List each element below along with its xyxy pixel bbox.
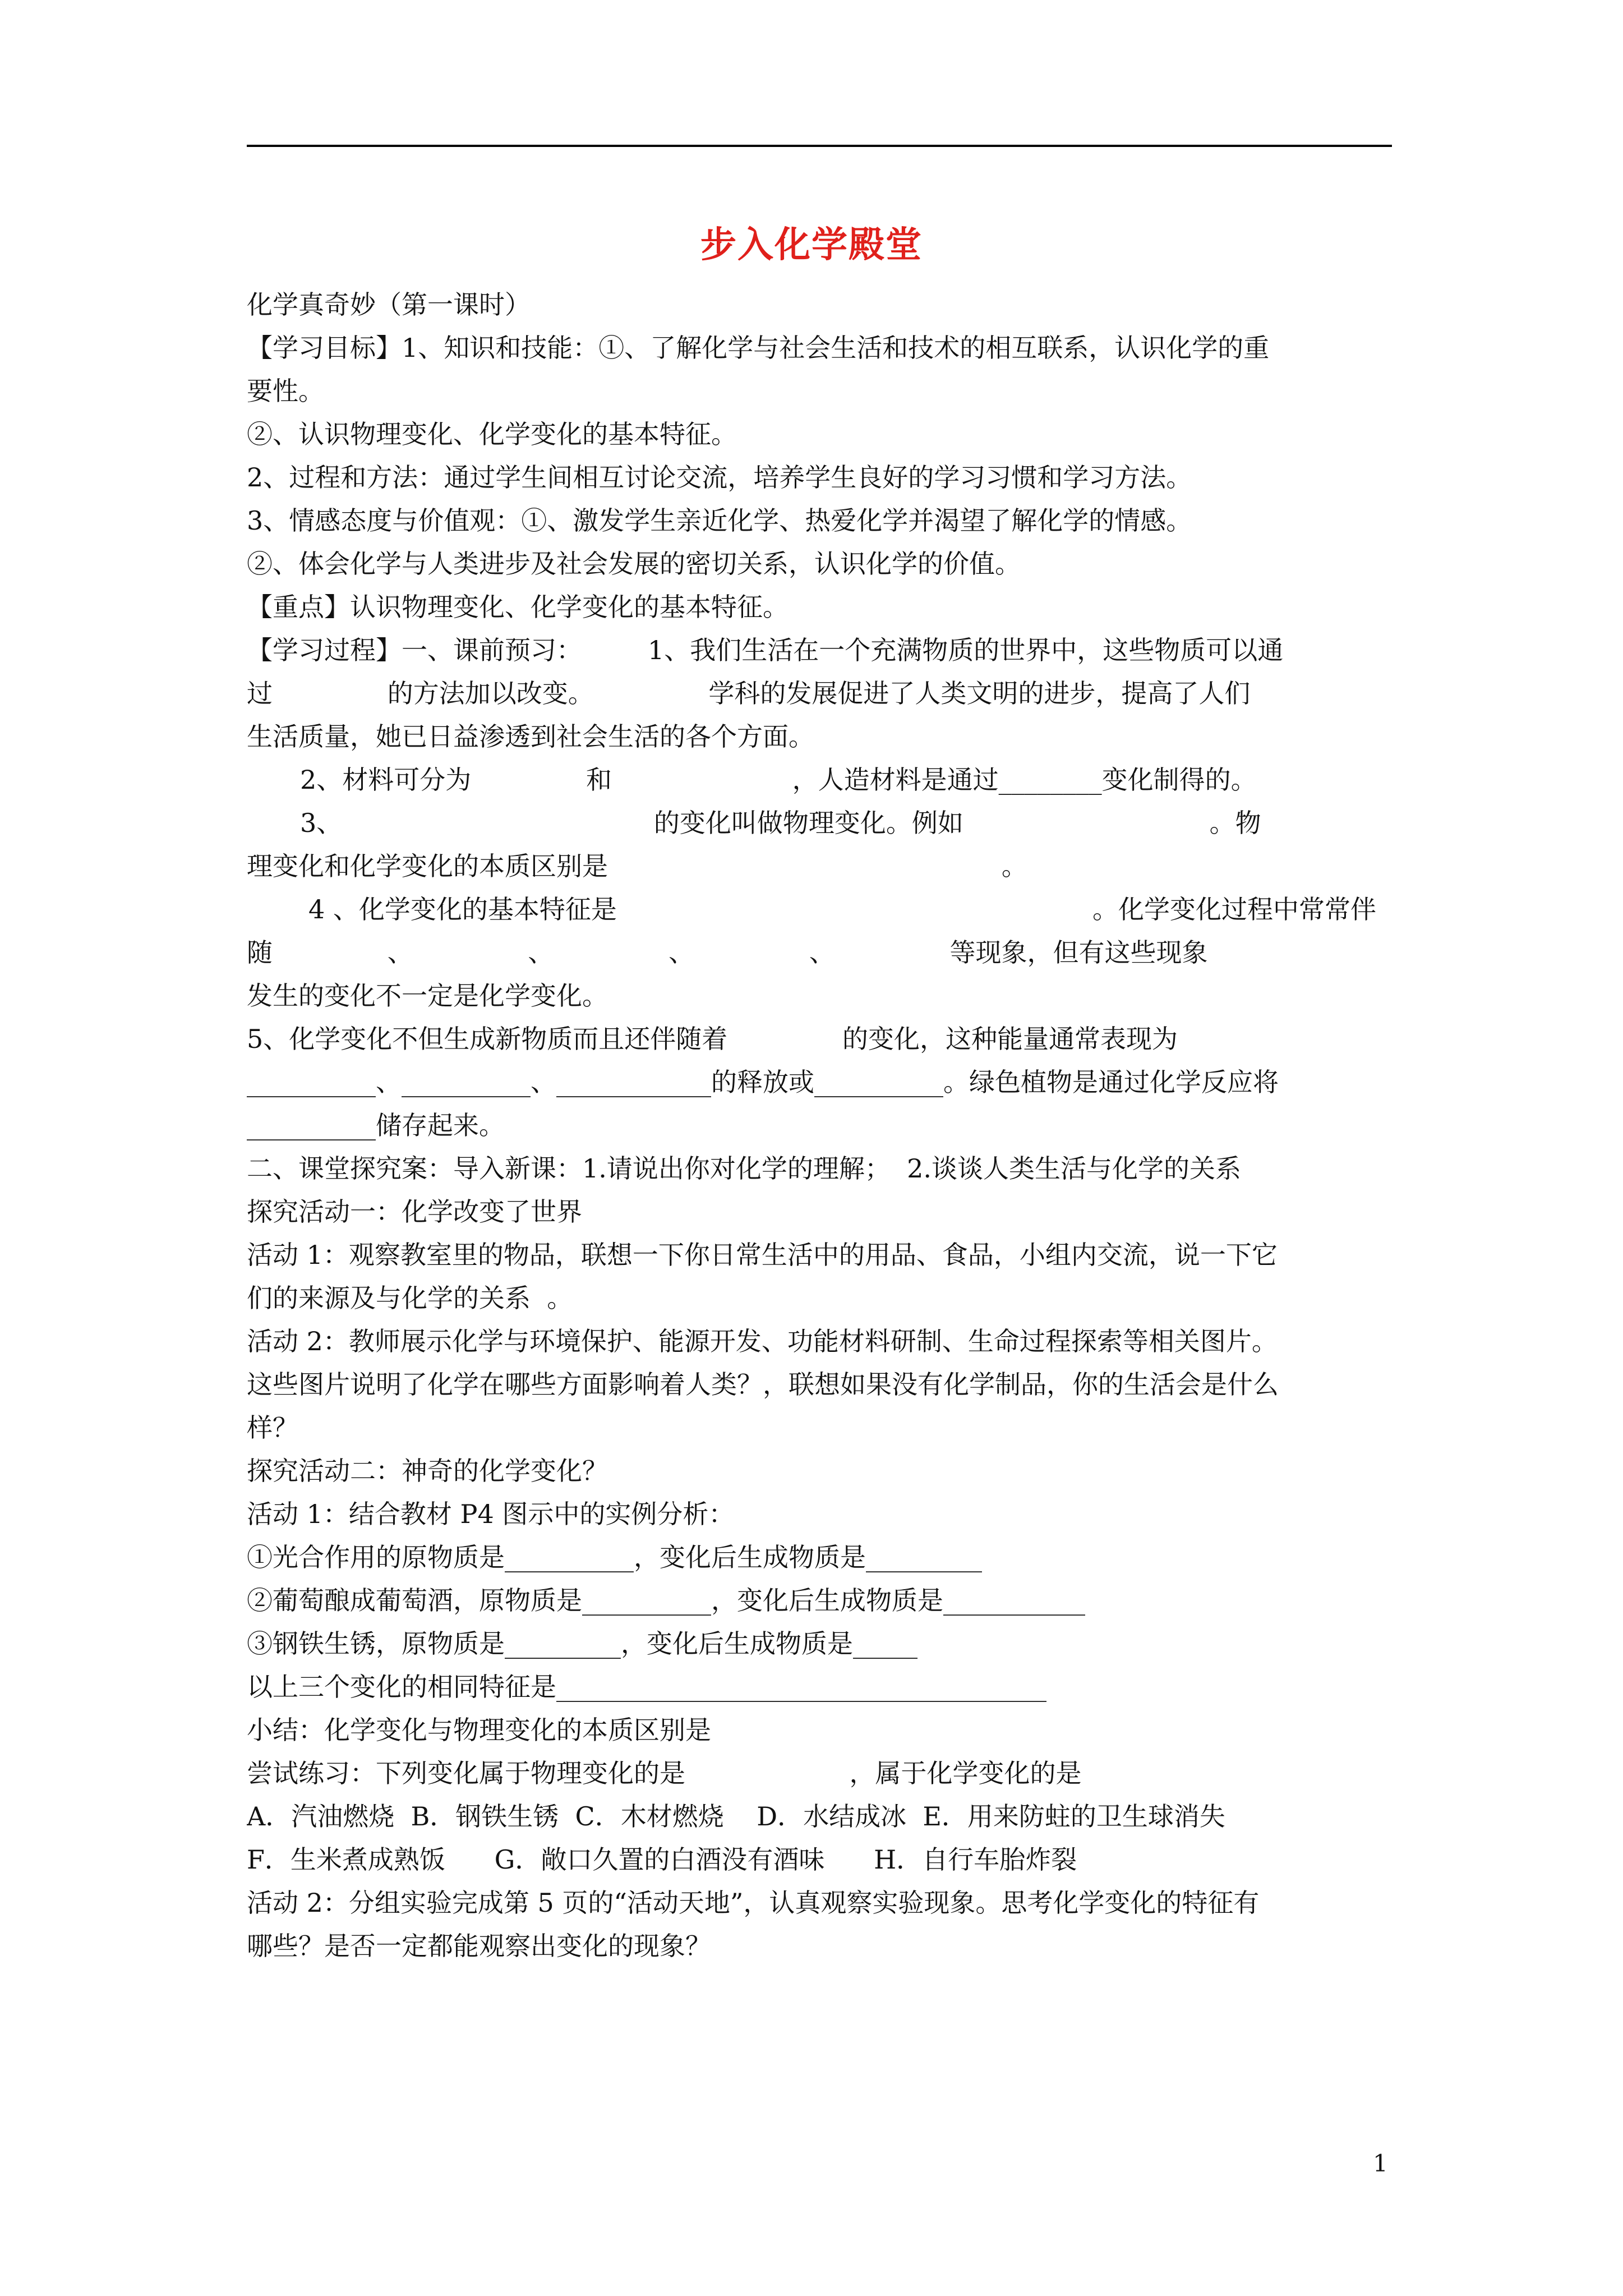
text-line: 这些图片说明了化学在哪些方面影响着人类？，联想如果没有化学制品，你的生活会是什么	[247, 1369, 1279, 1400]
text-line: ③钢铁生锈，原物质是_________，变化后生成物质是_____	[247, 1628, 917, 1659]
text-line: 们的来源及与化学的关系 。	[247, 1283, 573, 1313]
text-line: 3、情感态度与价值观：①、激发学生亲近化学、热爱化学并渴望了解化学的情感。	[247, 505, 1192, 536]
text-line: 5、化学变化不但生成新物质而且还伴随着 的变化，这种能量通常表现为	[247, 1024, 1178, 1054]
text-line: 4 、化学变化的基本特征是 。化学变化过程中常常伴	[308, 894, 1376, 924]
text-line: 活动 1：结合教材 P4 图示中的实例分析：	[247, 1499, 735, 1529]
text-line: 二、课堂探究案：导入新课：1.请说出你对化学的理解； 2.谈谈人类生活与化学的关系	[247, 1153, 1242, 1184]
text-line: 发生的变化不一定是化学变化。	[247, 981, 608, 1011]
text-line: 哪些？是否一定都能观察出变化的现象？	[247, 1931, 711, 1961]
text-line: 小结：化学变化与物理变化的本质区别是	[247, 1715, 711, 1745]
text-line: 以上三个变化的相同特征是______________________________________	[247, 1672, 1046, 1702]
text-line: A．汽油燃烧 B．钢铁生锈 C．木材燃烧 D．水结成冰 E．用来防蛀的卫生球消失	[247, 1801, 1225, 1832]
text-line: __________储存起来。	[247, 1110, 505, 1140]
text-line: __________、__________、____________的释放或__________。绿色植物是通过化学反应将	[247, 1067, 1279, 1097]
text-line: 2、过程和方法：通过学生间相互讨论交流，培养学生良好的学习习惯和学习方法。	[247, 462, 1192, 493]
text-line: 活动 1：观察教室里的物品，联想一下你日常生活中的用品、食品，小组内交流，说一下它	[247, 1240, 1278, 1270]
text-line: 【学习过程】一、课前预习： 1、我们生活在一个充满物质的世界中，这些物质可以通	[247, 635, 1284, 665]
text-line: 探究活动一：化学改变了世界	[247, 1197, 582, 1227]
text-line: 活动 2：教师展示化学与环境保护、能源开发、功能材料研制、生命过程探索等相关图片。	[247, 1326, 1278, 1356]
text-line: 样？	[247, 1412, 298, 1443]
text-line: ②葡萄酿成葡萄酒，原物质是__________，变化后生成物质是___________	[247, 1585, 1085, 1616]
document-body	[247, 283, 1392, 1968]
text-line: 要性。	[247, 376, 324, 406]
text-line: 尝试练习：下列变化属于物理变化的是 ，属于化学变化的是	[247, 1758, 1082, 1788]
text-line: 理变化和化学变化的本质区别是 。	[247, 851, 1027, 881]
text-line: ①光合作用的原物质是__________，变化后生成物质是_________	[247, 1542, 982, 1572]
text-line: 活动 2：分组实验完成第 5 页的“活动天地”，认真观察实验现象。思考化学变化的特征有	[247, 1888, 1260, 1918]
text-line: 生活质量，她已日益渗透到社会生活的各个方面。	[247, 721, 814, 752]
text-line: 探究活动二：神奇的化学变化？	[247, 1456, 608, 1486]
text-line: 过 的方法加以改变。 学科的发展促进了人类文明的进步，提高了人们	[247, 678, 1251, 708]
text-line: 2、材料可分为 和 ，人造材料是通过________变化制得的。	[300, 765, 1257, 795]
text-line: 3、 的变化叫做物理变化。例如 。物	[300, 808, 1261, 838]
text-line: F．生米煮成熟饭 G．敞口久置的白酒没有酒味 H．自行车胎炸裂	[247, 1844, 1077, 1875]
page-number: 1	[1373, 2150, 1388, 2177]
text-line: ②、认识物理变化、化学变化的基本特征。	[247, 419, 737, 449]
document-title: 步入化学殿堂	[700, 224, 923, 266]
header-rule	[247, 145, 1392, 147]
text-line: 【重点】认识物理变化、化学变化的基本特征。	[247, 592, 789, 622]
text-line: 化学真奇妙（第一课时）	[247, 289, 531, 320]
text-line: 【学习目标】1、知识和技能：①、了解化学与社会生活和技术的相互联系，认识化学的重	[247, 333, 1270, 363]
text-line: ②、体会化学与人类进步及社会发展的密切关系，认识化学的价值。	[247, 549, 1021, 579]
text-line: 随 、 、 、 、 等现象，但有这些现象	[247, 937, 1208, 968]
